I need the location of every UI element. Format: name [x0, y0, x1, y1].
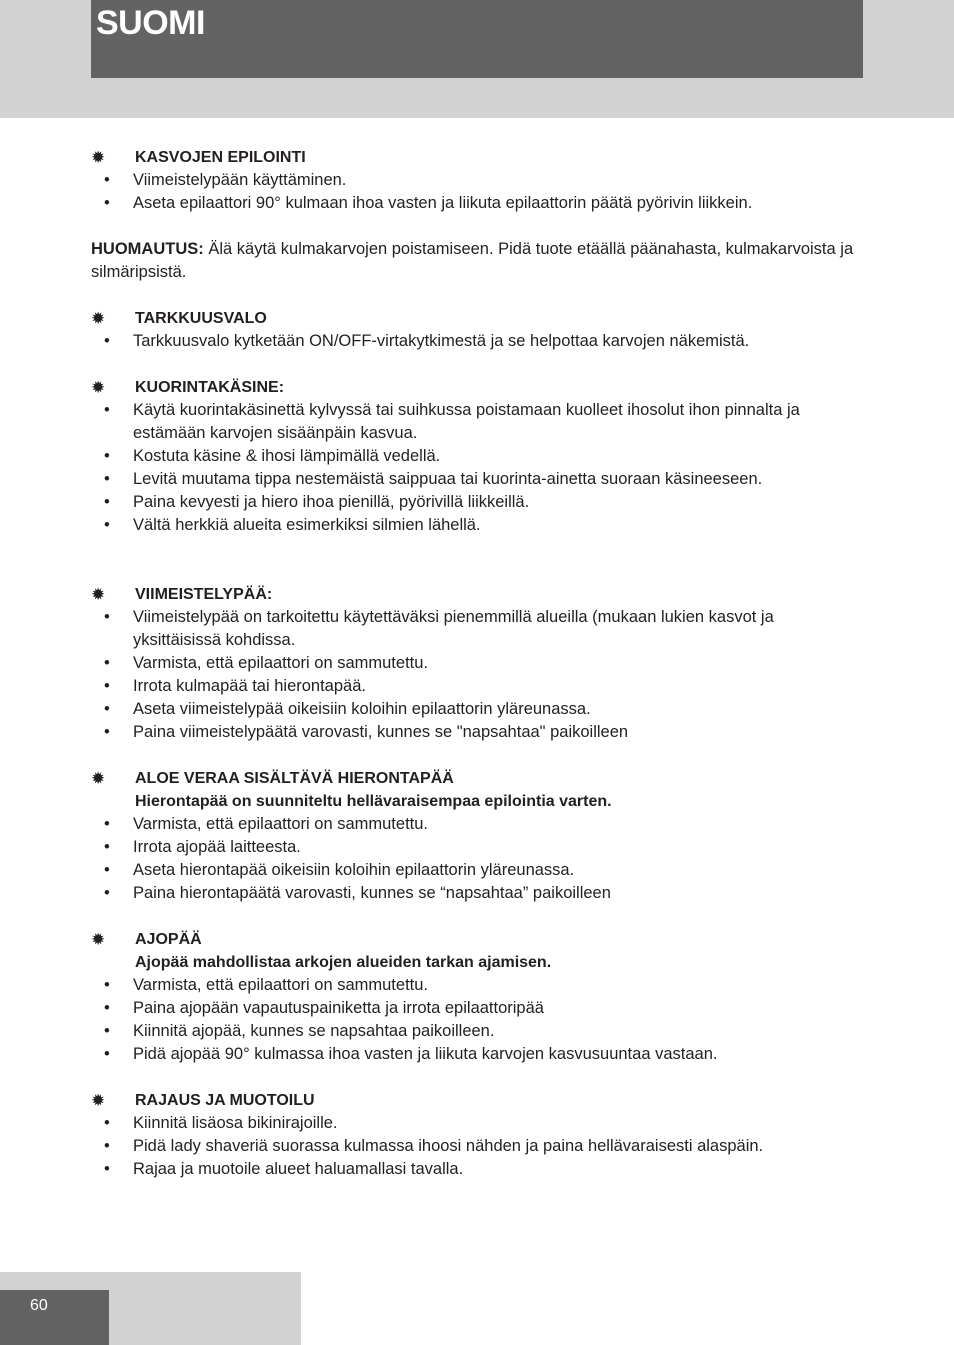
- list-item: • Paina kevyesti ja hiero ihoa pienillä, pyörivillä liikkeillä.: [91, 491, 866, 514]
- section-viimeistelypaa: [91, 583, 866, 744]
- list-item: • Pidä lady shaveriä suorassa kulmassa ihoosi nähden ja paina hellävaraisesti alaspäin.: [91, 1135, 866, 1158]
- section-subheading: Hierontapää on suunniteltu hellävaraisempaa epilointia varten.: [135, 793, 612, 810]
- section-heading: ✹ ALOE VERAA SISÄLTÄVÄ HIERONTAPÄÄ: [91, 769, 454, 788]
- bullet-list: [91, 813, 866, 905]
- list-item: • Varmista, että epilaattori on sammutettu.: [91, 652, 866, 675]
- section-ajopaa: [91, 928, 866, 1066]
- list-item: • Viimeistelypään käyttäminen.: [91, 169, 866, 192]
- bullet-list: [91, 169, 866, 215]
- list-item: • Paina ajopään vapautuspainiketta ja irrota epilaattoripää: [91, 997, 866, 1020]
- bullet-list: [91, 399, 866, 537]
- list-item: • Kiinnitä lisäosa bikinirajoille.: [91, 1112, 866, 1135]
- spacer: [91, 215, 866, 238]
- spacer: [91, 353, 866, 376]
- note-text: Älä käytä kulmakarvojen poistamiseen. Pidä tuote etäällä päänahasta, kulmakarvoista ja silmäripsistä.: [91, 240, 854, 281]
- page-number: 60: [30, 1297, 48, 1314]
- list-item: • Aseta epilaattori 90° kulmaan ihoa vasten ja liikuta epilaattorin päätä pyörivin liikkein.: [91, 192, 866, 215]
- list-item: • Kostuta käsine & ihosi lämpimällä vedellä.: [91, 445, 866, 468]
- sparkle-icon: ✹: [91, 148, 106, 167]
- section-rajaus-ja-muotoilu: [91, 1089, 866, 1181]
- list-item: • Aseta hierontapää oikeisiin koloihin epilaattorin yläreunassa.: [91, 859, 866, 882]
- sparkle-icon: ✹: [91, 309, 106, 328]
- section-kasvojen-epilointi: [91, 146, 866, 215]
- sparkle-icon: ✹: [91, 378, 106, 397]
- content: [91, 146, 866, 1181]
- section-heading: ✹ RAJAUS JA MUOTOILU: [91, 1091, 315, 1110]
- header-title-box: [91, 0, 863, 78]
- page-number-box: [0, 1290, 109, 1345]
- sparkle-icon: ✹: [91, 585, 106, 604]
- section-heading: ✹ TARKKUUSVALO: [91, 309, 267, 328]
- section-heading: ✹ KUORINTAKÄSINE:: [91, 378, 285, 397]
- note-paragraph: [91, 238, 866, 284]
- bullet-list: [91, 974, 866, 1066]
- page-title: SUOMI: [96, 4, 205, 42]
- list-item: • Viimeistelypää on tarkoitettu käytettäväksi pienemmillä alueilla (mukaan lukien kasvot ja yksittäisissä kohdissa.: [91, 606, 866, 652]
- list-item: • Rajaa ja muotoile alueet haluamallasi tavalla.: [91, 1158, 866, 1181]
- list-item: • Pidä ajopää 90° kulmassa ihoa vasten ja liikuta karvojen kasvusuuntaa vastaan.: [91, 1043, 866, 1066]
- list-item: • Varmista, että epilaattori on sammutettu.: [91, 974, 866, 997]
- list-item: • Irrota kulmapää tai hierontapää.: [91, 675, 866, 698]
- list-item: • Tarkkuusvalo kytketään ON/OFF-virtakytkimestä ja se helpottaa karvojen näkemistä.: [91, 330, 866, 353]
- spacer: [91, 537, 866, 583]
- list-item: • Varmista, että epilaattori on sammutettu.: [91, 813, 866, 836]
- bullet-list: [91, 606, 866, 744]
- spacer: [91, 905, 866, 928]
- bullet-list: [91, 1112, 866, 1181]
- sparkle-icon: ✹: [91, 1091, 106, 1110]
- list-item: • Vältä herkkiä alueita esimerkiksi silmien lähellä.: [91, 514, 866, 537]
- section-aloe-vera-hierontapaa: [91, 767, 866, 905]
- list-item: • Levitä muutama tippa nestemäistä saippuaa tai kuorinta-ainetta suoraan käsineeseen.: [91, 468, 866, 491]
- list-item: • Kiinnitä ajopää, kunnes se napsahtaa paikoilleen.: [91, 1020, 866, 1043]
- list-item: • Irrota ajopää laitteesta.: [91, 836, 866, 859]
- sparkle-icon: ✹: [91, 769, 106, 788]
- list-item: • Paina hierontapäätä varovasti, kunnes se “napsahtaa” paikoilleen: [91, 882, 866, 905]
- list-item: • Paina viimeistelypäätä varovasti, kunnes se "napsahtaa" paikoilleen: [91, 721, 866, 744]
- spacer: [91, 744, 866, 767]
- section-kuorintakasine: [91, 376, 866, 537]
- note-label: HUOMAUTUS:: [91, 240, 204, 258]
- list-item: • Käytä kuorintakäsinettä kylvyssä tai suihkussa poistamaan kuolleet ihosolut ihon pinnalta ja estämään karvojen sisäänpäin kasvua.: [91, 399, 866, 445]
- section-heading: ✹ KASVOJEN EPILOINTI: [91, 148, 306, 167]
- section-heading: ✹ AJOPÄÄ: [91, 930, 202, 949]
- section-heading: ✹ VIIMEISTELYPÄÄ:: [91, 585, 273, 604]
- list-item: • Aseta viimeistelypää oikeisiin koloihin epilaattorin yläreunassa.: [91, 698, 866, 721]
- spacer: [91, 284, 866, 307]
- section-tarkkuusvalo: [91, 307, 866, 353]
- sparkle-icon: ✹: [91, 930, 106, 949]
- bullet-list: [91, 330, 866, 353]
- section-subheading: Ajopää mahdollistaa arkojen alueiden tarkan ajamisen.: [135, 954, 552, 971]
- spacer: [91, 1066, 866, 1089]
